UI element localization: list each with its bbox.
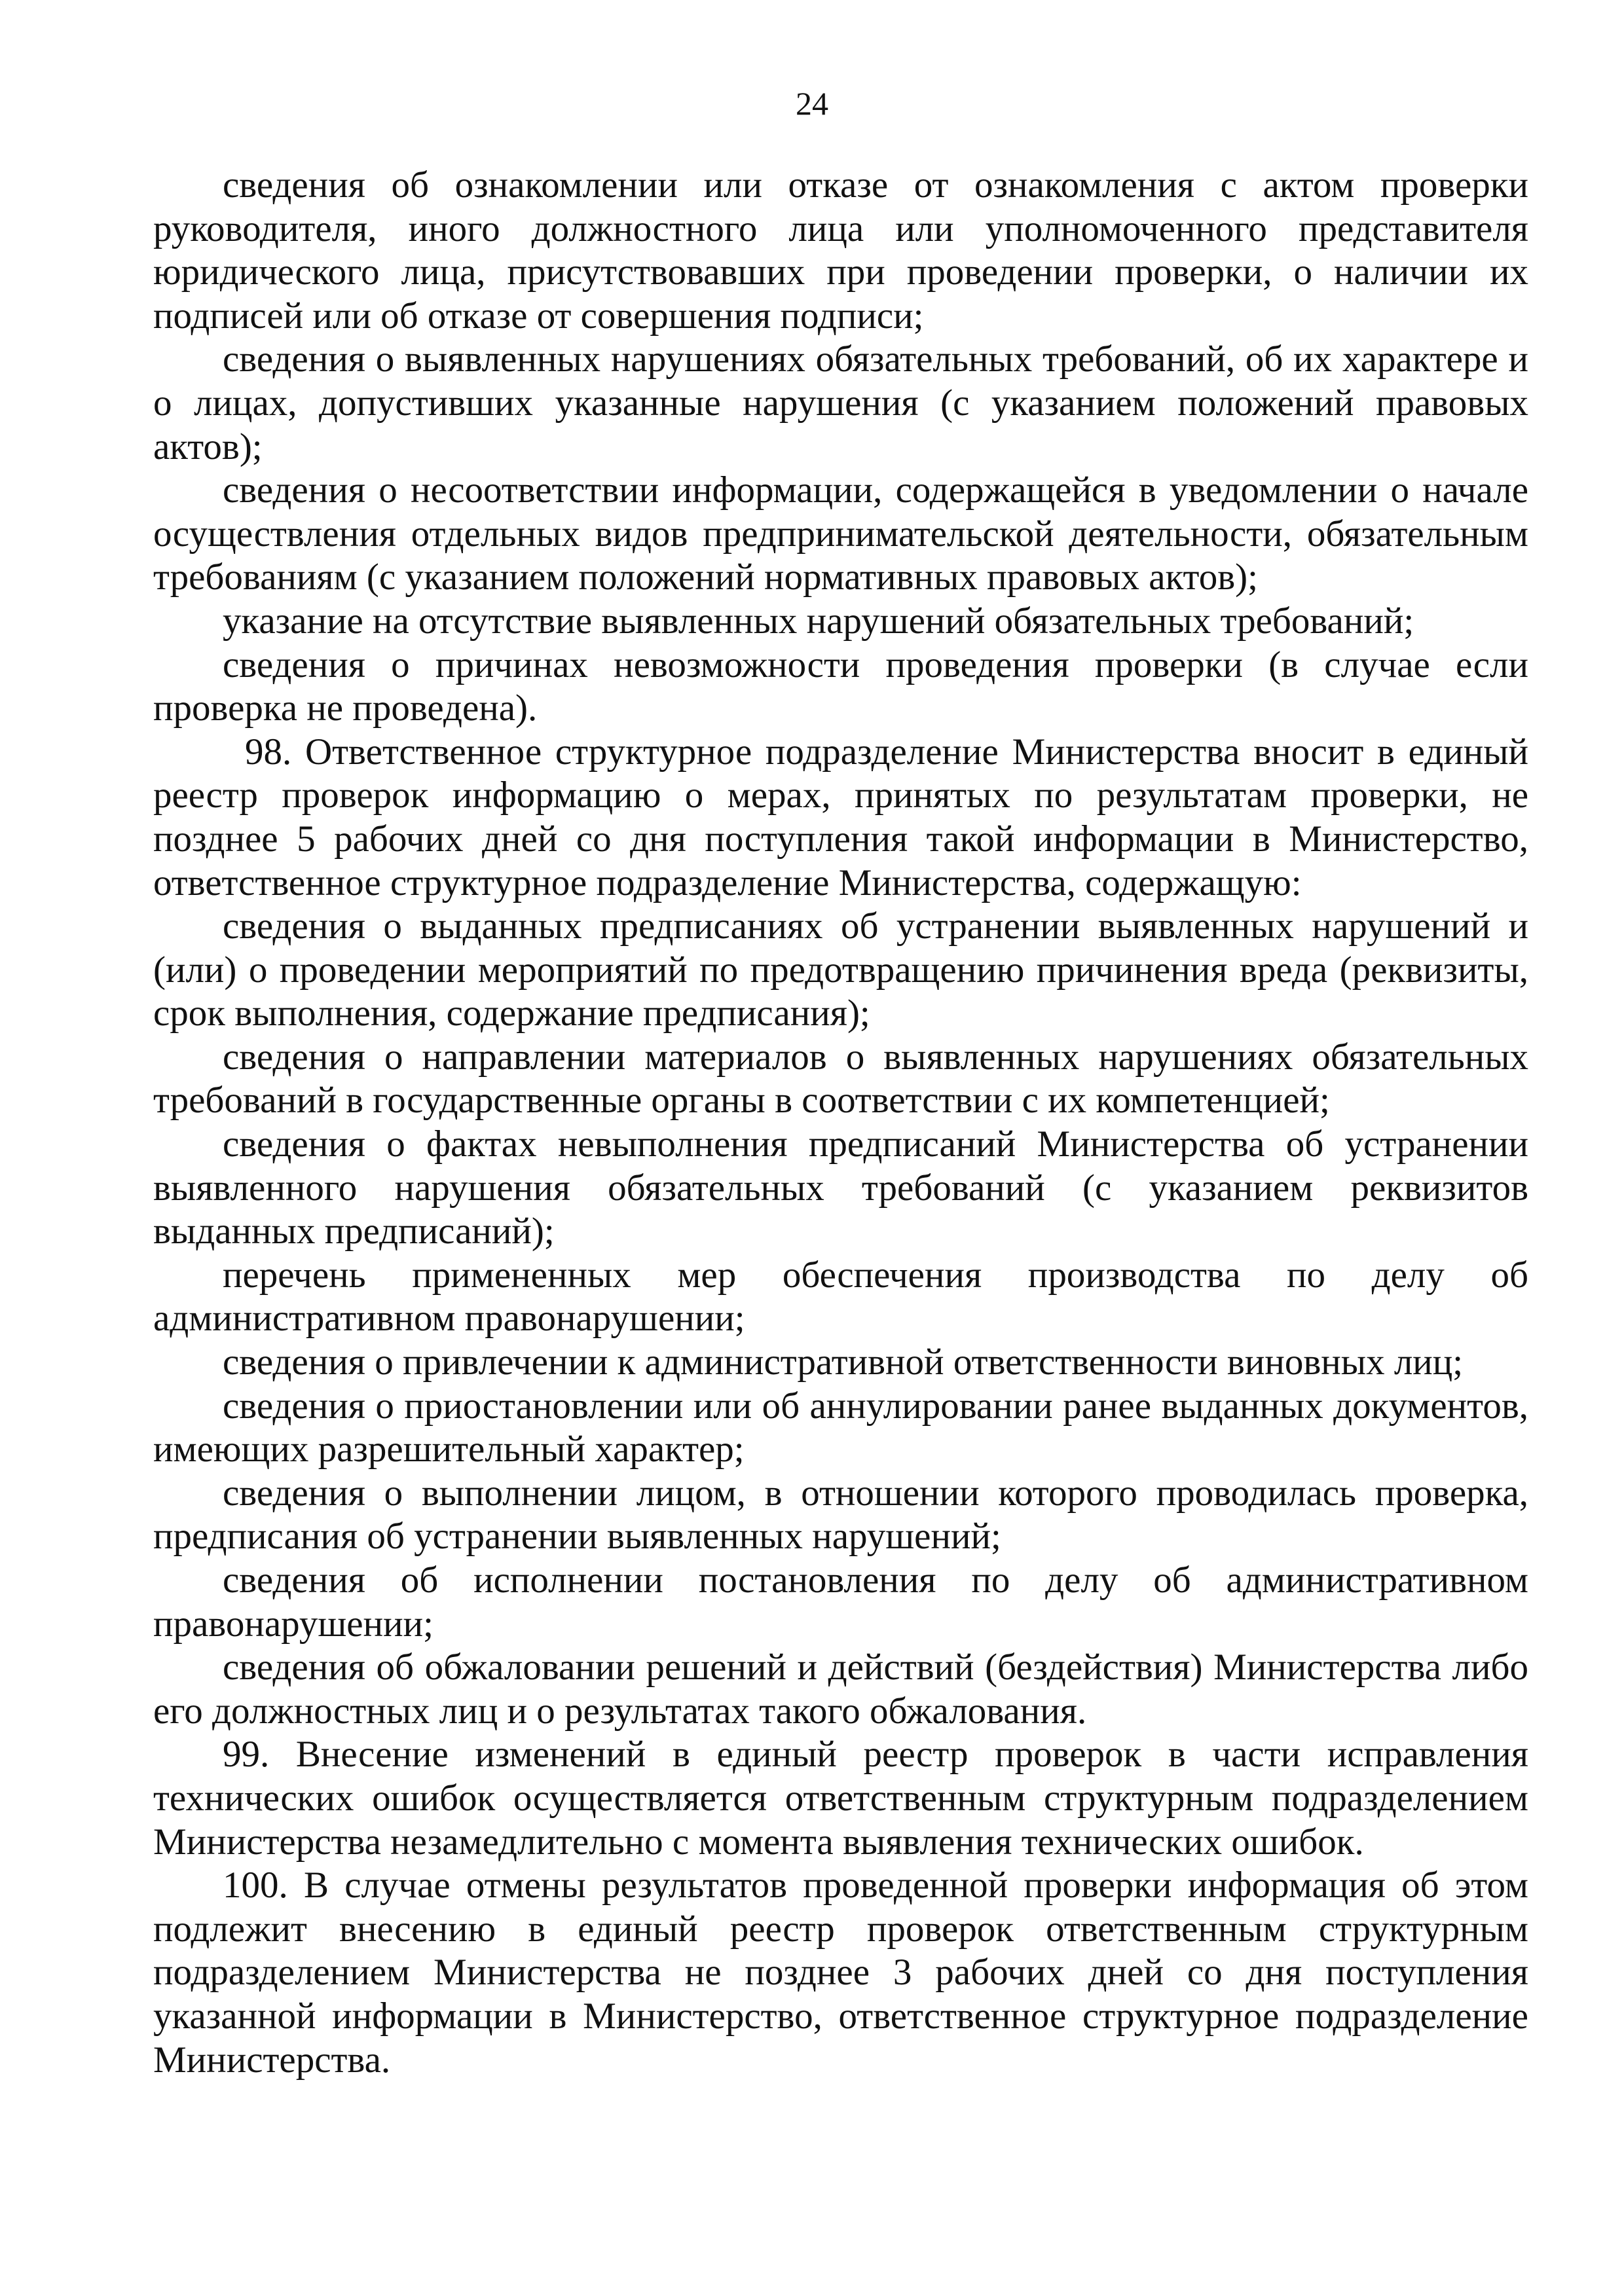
- paragraph-non-fulfillment: сведения о фактах невыполнения предписаний Министерства об устранении выявленного нарушения обязательных требований (с указанием реквизитов выданных предписаний);: [153, 1123, 1528, 1252]
- page-number: 24: [796, 85, 828, 122]
- paragraph-item-98: 98. Ответственное структурное подразделение Министерства вносит в единый реестр проверок информацию о мерах, принятых по результатам проверки, не позднее 5 рабочих дней со дня поступления такой информации в Министерство, ответственное структурное подразделение Министерства, содержащую:: [153, 731, 1528, 903]
- paragraph-item-100: 100. В случае отмены результатов проведенной проверки информация об этом подлежит внесению в единый реестр проверок ответственным структурным подразделением Министерства не позднее 3 рабочих дней со дня поступления указанной информации в Министерство, ответственное структурное подразделение Министерства.: [153, 1865, 1528, 2081]
- paragraph-materials-sent: сведения о направлении материалов о выявленных нарушениях обязательных требований в государственные органы в соответствии с их компетенцией;: [153, 1036, 1528, 1121]
- paragraph-liability: сведения о привлечении к административной ответственности виновных лиц;: [223, 1341, 1464, 1383]
- paragraph-suspension: сведения о приостановлении или об аннулировании ранее выданных документов, имеющих разрешительный характер;: [153, 1385, 1528, 1470]
- paragraph-acquaintance-info: сведения об ознакомлении или отказе от ознакомления с актом проверки руководителя, иного должностного лица или уполномоченного представителя юридического лица, присутствовавших при проведении проверки, о наличии их подписей или об отказе от совершения подписи;: [153, 164, 1528, 337]
- paragraph-appeals: сведения об обжаловании решений и действий (бездействия) Министерства либо его должностных лиц и о результатах такого обжалования.: [153, 1647, 1528, 1732]
- paragraph-violations-info: сведения о выявленных нарушениях обязательных требований, об их характере и о лицах, допустивших указанные нарушения (с указанием положений правовых актов);: [153, 338, 1528, 467]
- paragraph-notification-mismatch: сведения о несоответствии информации, содержащейся в уведомлении о начале осуществления отдельных видов предпринимательской деятельности, обязательным требованиям (с указанием положений нормативных правовых актов);: [153, 469, 1528, 598]
- paragraph-order-fulfillment: сведения о выполнении лицом, в отношении которого проводилась проверка, предписания об устранении выявленных нарушений;: [153, 1472, 1528, 1558]
- paragraph-item-99: 99. Внесение изменений в единый реестр проверок в части исправления технических ошибок осуществляется ответственным структурным подразделением Министерства незамедлительно с момента выявления технических ошибок.: [153, 1734, 1528, 1863]
- paragraph-no-violations: указание на отсутствие выявленных нарушений обязательных требований;: [223, 600, 1414, 642]
- paragraph-measures-list: перечень примененных мер обеспечения производства по делу об административном правонарушении;: [153, 1254, 1528, 1339]
- paragraph-issued-orders: сведения о выданных предписаниях об устранении выявленных нарушений и (или) о проведении мероприятий по предотвращению причинения вреда (реквизиты, срок выполнения, содержание предписания);: [153, 905, 1528, 1034]
- paragraph-impossibility-reasons: сведения о причинах невозможности проведения проверки (в случае если проверка не проведена).: [153, 644, 1528, 729]
- paragraph-resolution-execution: сведения об исполнении постановления по делу об административном правонарушении;: [153, 1559, 1528, 1645]
- document-body: [153, 164, 1528, 2082]
